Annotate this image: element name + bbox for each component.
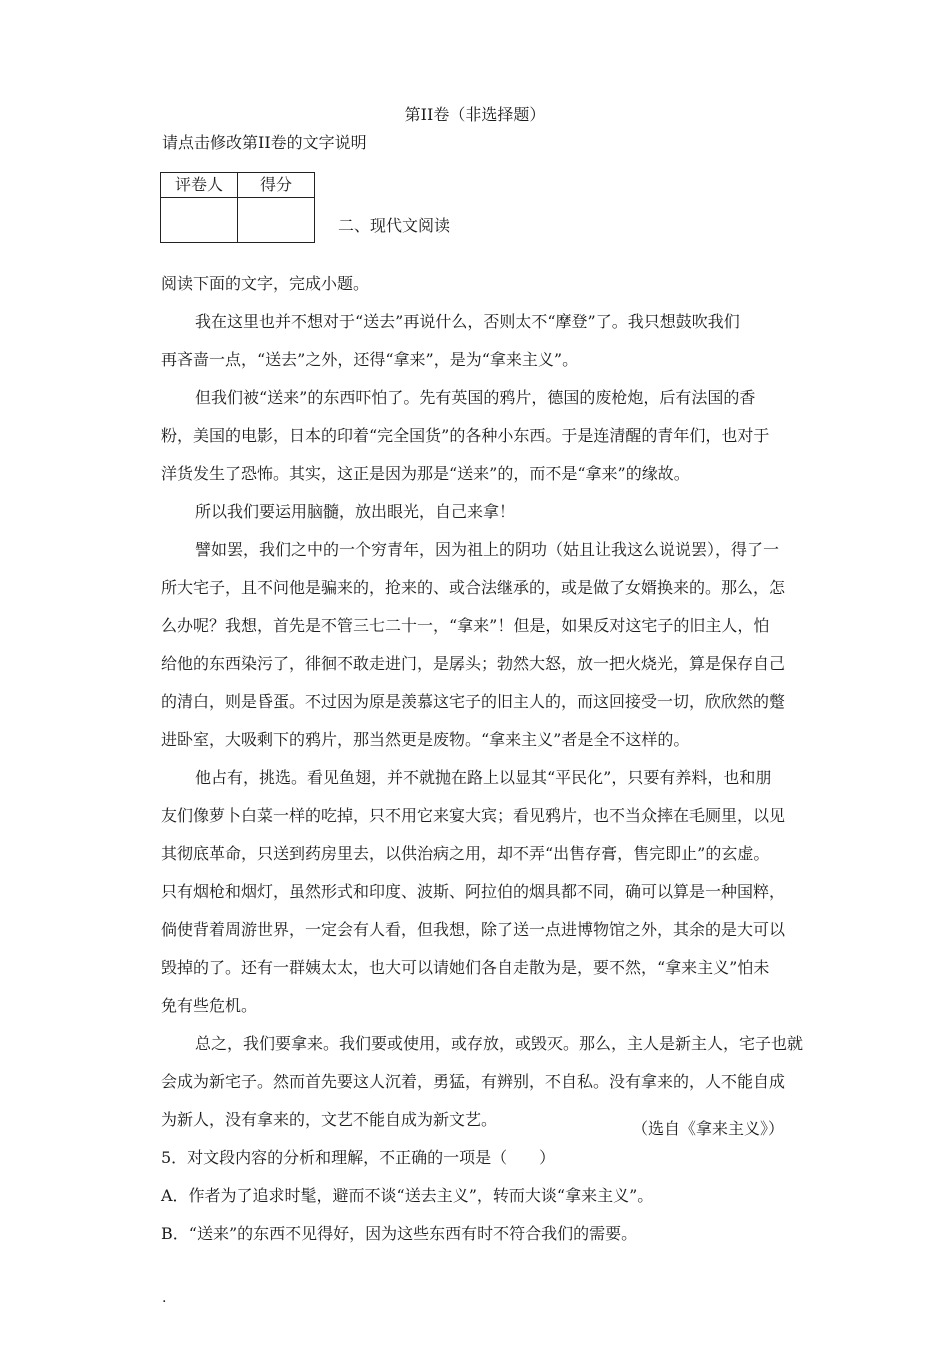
passage-line: 譬如罢，我们之中的一个穷青年，因为祖上的阴功（姑且让我这么说说罢），得了一 bbox=[195, 540, 780, 559]
lead-line: 阅读下面的文字，完成小题。 bbox=[161, 274, 370, 293]
passage-paragraph-1 bbox=[161, 303, 791, 379]
section-title: 二、现代文阅读 bbox=[338, 216, 451, 235]
passage-line: 他占有，挑选。看见鱼翅，并不就抛在路上以显其“平民化”，只要有养料，也和朋 bbox=[195, 768, 772, 787]
score-table-score-header: 得分 bbox=[238, 173, 315, 198]
passage-line: 所以我们要运用脑髓，放出眼光，自己来拿！ bbox=[195, 502, 516, 521]
passage-line: 其彻底革命，只送到药房里去，以供治病之用，却不弄“出售存膏，售完即止”的玄虚。 bbox=[161, 844, 770, 863]
question-option-b: B．“送来”的东西不见得好，因为这些东西有时不符合我们的需要。 bbox=[161, 1224, 638, 1243]
passage-line: 毁掉的了。还有一群姨太太，也大可以请她们各自走散为是，要不然，“拿来主义”怕未 bbox=[161, 958, 770, 977]
footer-mark: . bbox=[162, 1290, 167, 1306]
question-option-a: A．作者为了追求时髦，避而不谈“送去主义”，转而大谈“拿来主义”。 bbox=[161, 1186, 654, 1205]
score-table-score-cell bbox=[238, 198, 315, 243]
passage-paragraph-5 bbox=[161, 759, 791, 1025]
passage-paragraph-4 bbox=[161, 531, 791, 759]
passage-line: 么办呢？我想，首先是不管三七二十一，“拿来”！但是，如果反对这宅子的旧主人，怕 bbox=[161, 616, 770, 635]
passage-line: 倘使背着周游世界，一定会有人看，但我想，除了送一点进博物馆之外，其余的是大可以 bbox=[161, 920, 786, 939]
passage-line: 的清白，则是昏蛋。不过因为原是羡慕这宅子的旧主人的，而这回接受一切，欣欣然的蹩 bbox=[161, 692, 786, 711]
passage-line: 为新人，没有拿来的，文艺不能自成为新文艺。 bbox=[161, 1110, 498, 1129]
passage-paragraph-2 bbox=[161, 379, 791, 493]
passage-line: 友们像萝卜白菜一样的吃掉，只不用它来宴大宾；看见鸦片，也不当众摔在毛厕里，以见 bbox=[161, 806, 786, 825]
score-table-grader-cell bbox=[161, 198, 238, 243]
passage-line: 会成为新宅子。然而首先要这人沉着，勇猛，有辨别，不自私。没有拿来的，人不能自成 bbox=[161, 1072, 786, 1091]
part-title: 第II卷（非选择题） bbox=[404, 105, 546, 124]
part-instruction: 请点击修改第II卷的文字说明 bbox=[162, 133, 367, 152]
passage-line: 粉，美国的电影，日本的印着“完全国货”的各种小东西。于是连清醒的青年们，也对于 bbox=[161, 426, 770, 445]
score-table bbox=[160, 172, 315, 243]
passage-source: （选自《拿来主义》） bbox=[631, 1119, 784, 1138]
passage-paragraph-3 bbox=[161, 493, 791, 531]
passage-line: 我在这里也并不想对于“送去”再说什么，否则太不“摩登”了。我只想鼓吹我们 bbox=[195, 312, 740, 331]
passage-line: 免有些危机。 bbox=[161, 996, 258, 1015]
reading-lead bbox=[161, 265, 791, 303]
passage-line: 给他的东西染污了，徘徊不敢走进门，是孱头；勃然大怒，放一把火烧光，算是保存自己 bbox=[161, 654, 786, 673]
passage-line: 总之，我们要拿来。我们要或使用，或存放，或毁灭。那么，主人是新主人，宅子也就 bbox=[195, 1034, 804, 1053]
question-5 bbox=[161, 1139, 791, 1253]
passage-line: 进卧室，大吸剩下的鸦片，那当然更是废物。“拿来主义”者是全不这样的。 bbox=[161, 730, 690, 749]
passage-line: 但我们被“送来”的东西吓怕了。先有英国的鸦片，德国的废枪炮，后有法国的香 bbox=[195, 388, 756, 407]
question-stem: 5．对文段内容的分析和理解，不正确的一项是（ ） bbox=[161, 1148, 556, 1167]
passage-line: 只有烟枪和烟灯，虽然形式和印度、波斯、阿拉伯的烟具都不同，确可以算是一种国粹， bbox=[161, 882, 786, 901]
passage-line: 再吝啬一点，“送去”之外，还得“拿来”，是为“拿来主义”。 bbox=[161, 350, 579, 369]
passage-line: 所大宅子，且不问他是骗来的，抢来的、或合法继承的，或是做了女婿换来的。那么，怎 bbox=[161, 578, 786, 597]
passage-line: 洋货发生了恐怖。其实，这正是因为那是“送来”的，而不是“拿来”的缘故。 bbox=[161, 464, 690, 483]
score-table-grader-header: 评卷人 bbox=[161, 173, 238, 198]
